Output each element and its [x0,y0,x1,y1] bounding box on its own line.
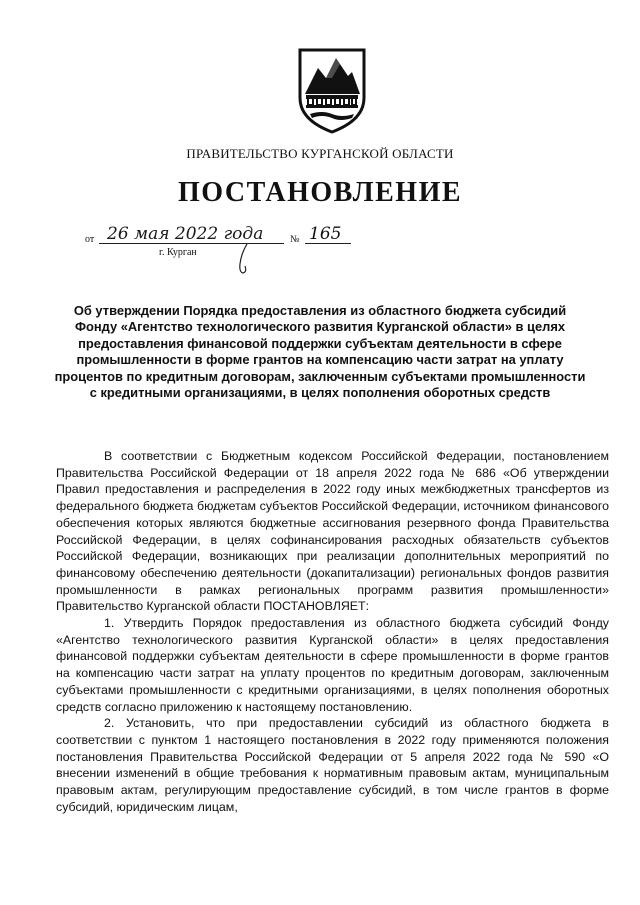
body-paragraph: 2. Установить, что при предоставлении субсидий из областного бюджета в соответствии с пунктом 1 настоящего постановления в 2022 году применяются положения постановления Правительства Российской Федерации от 5 апреля 2022 года № 590 «О внесении изменений в общие требования к нормативным правовым актам, муниципальным правовым актам, регулирующим предоставление субсидий, в том числе грантов в форме субсидий, юридическим лицам, [56,716,609,814]
number-underline [305,243,351,244]
date-label: от [85,234,95,245]
government-name: ПРАВИТЕЛЬСТВО КУРГАНСКОЙ ОБЛАСТИ [186,146,454,161]
number-label: № [290,234,300,245]
document-date: 26 мая 2022 года [107,224,264,244]
city-label: г. Курган [159,247,197,258]
document-title: ПОСТАНОВЛЕНИЕ [177,177,463,208]
document-meta [85,226,385,276]
handwritten-stroke-icon [235,244,251,274]
coat-of-arms-emblem-icon [296,48,368,134]
date-underline [99,243,284,244]
document-number: 165 [309,224,342,244]
body-paragraph: В соответствии с Бюджетным кодексом Российской Федерации, постановлением Правительства Российской Федерации от 18 апреля 2022 года № 686 «Об утверждении Правил предоставления и распределения в 2022 году иных межбюджетных трансфертов из федерального бюджета бюджетам субъектов Российской Федерации, источником финансового обеспечения которых являются бюджетные ассигнования резервного фонда Правительства Российской Федерации, в целях софинансирования расходных обязательств субъектов Российской Федерации, возникающих при реализации дополнительных мероприятий по финансовому обеспечению деятельности (докапитализации) региональных фондов развития промышленности в рамках региональных программ развития промышленности» Правительство Курганской области ПОСТАНОВЛЯЕТ: [56,449,609,614]
document-body [56,448,609,815]
body-paragraph: 1. Утвердить Порядок предоставления из областного бюджета субсидий Фонду «Агентство технологического развития Курганской области» в целях предоставления финансовой поддержки субъектам деятельности в сфере промышленности в форме грантов на компенсацию части затрат на уплату процентов по кредитным договорам, заключенным субъектами промышленности с кредитными организациями, в целях пополнения оборотных средств согласно приложению к настоящему постановлению. [56,616,609,714]
document-subject: Об утверждении Порядка предоставления из областного бюджета субсидий Фонду «Агентство технологического развития Курганской области» в целях предоставления финансовой поддержки субъектам деятельности в сфере промышленности в форме грантов на компенсацию части затрат на уплату процентов по кредитным договорам, заключенным субъектами промышленности с кредитными организациями, в целях пополнения оборотных средств [54,303,586,401]
